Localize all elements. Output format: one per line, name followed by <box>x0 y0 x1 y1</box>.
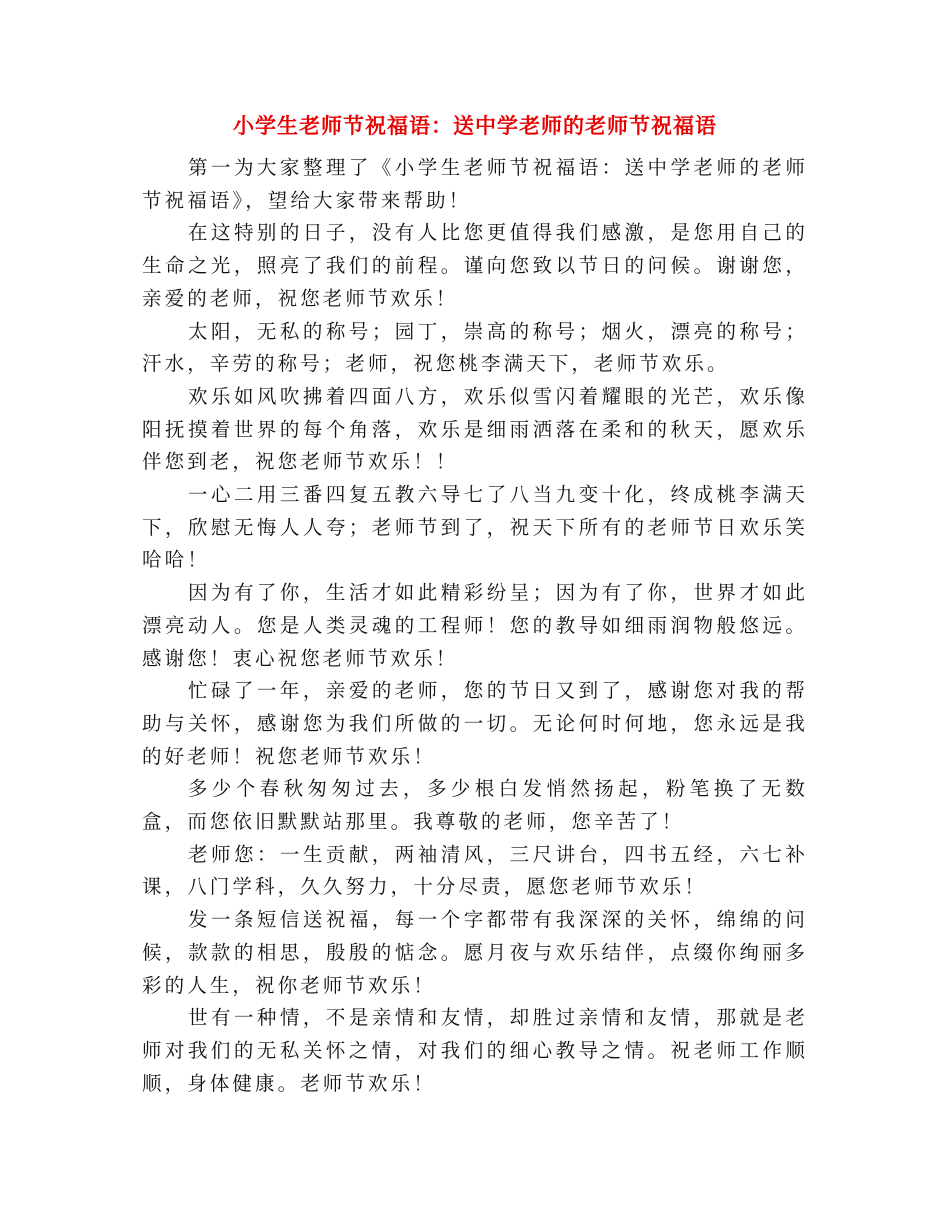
paragraph: 老师您：一生贡献，两袖清风，三尺讲台，四书五经，六七补课，八门学科，久久努力，十分尽责，愿您老师节欢乐！ <box>142 842 808 899</box>
paragraph-intro: 第一为大家整理了《小学生老师节祝福语：送中学老师的老师节祝福语》，望给大家带来帮助！ <box>142 156 808 212</box>
paragraph: 发一条短信送祝福，每一个字都带有我深深的关怀，绵绵的问候，款款的相思，殷殷的惦念。愿月夜与欢乐结伴，点缀你绚丽多彩的人生，祝你老师节欢乐！ <box>142 908 808 997</box>
paragraph: 世有一种情，不是亲情和友情，却胜过亲情和友情，那就是老师对我们的无私关怀之情，对我们的细心教导之情。祝老师工作顺顺，身体健康。老师节欢乐！ <box>142 1006 808 1095</box>
paragraph: 忙碌了一年，亲爱的老师，您的节日又到了，感谢您对我的帮助与关怀，感谢您为我们所做的一切。无论何时何地，您永远是我的好老师！祝您老师节欢乐！ <box>142 679 808 768</box>
document-body <box>142 152 808 1100</box>
paragraph: 在这特别的日子，没有人比您更值得我们感激，是您用自己的生命之光，照亮了我们的前程。谨向您致以节日的问候。谢谢您，亲爱的老师，祝您老师节欢乐！ <box>142 221 808 310</box>
paragraph: 太阳，无私的称号；园丁，崇高的称号；烟火，漂亮的称号；汗水，辛劳的称号；老师，祝您桃李满天下，老师节欢乐。 <box>142 319 808 376</box>
paragraph: 因为有了你，生活才如此精彩纷呈；因为有了你，世界才如此漂亮动人。您是人类灵魂的工程师！您的教导如细雨润物般悠远。感谢您！衷心祝您老师节欢乐！ <box>142 581 808 670</box>
document-title: 小学生老师节祝福语：送中学老师的老师节祝福语 <box>233 113 717 138</box>
paragraph: 多少个春秋匆匆过去，多少根白发悄然扬起，粉笔换了无数盒，而您依旧默默站那里。我尊敬的老师，您辛苦了！ <box>142 777 808 834</box>
paragraph: 欢乐如风吹拂着四面八方，欢乐似雪闪着耀眼的光芒，欢乐像阳抚摸着世界的每个角落，欢乐是细雨洒落在柔和的秋天，愿欢乐伴您到老，祝您老师节欢乐！！ <box>142 384 808 474</box>
paragraph: 一心二用三番四复五教六导七了八当九变十化，终成桃李满天下，欣慰无悔人人夸；老师节到了，祝天下所有的老师节日欢乐笑哈哈！ <box>142 483 808 572</box>
